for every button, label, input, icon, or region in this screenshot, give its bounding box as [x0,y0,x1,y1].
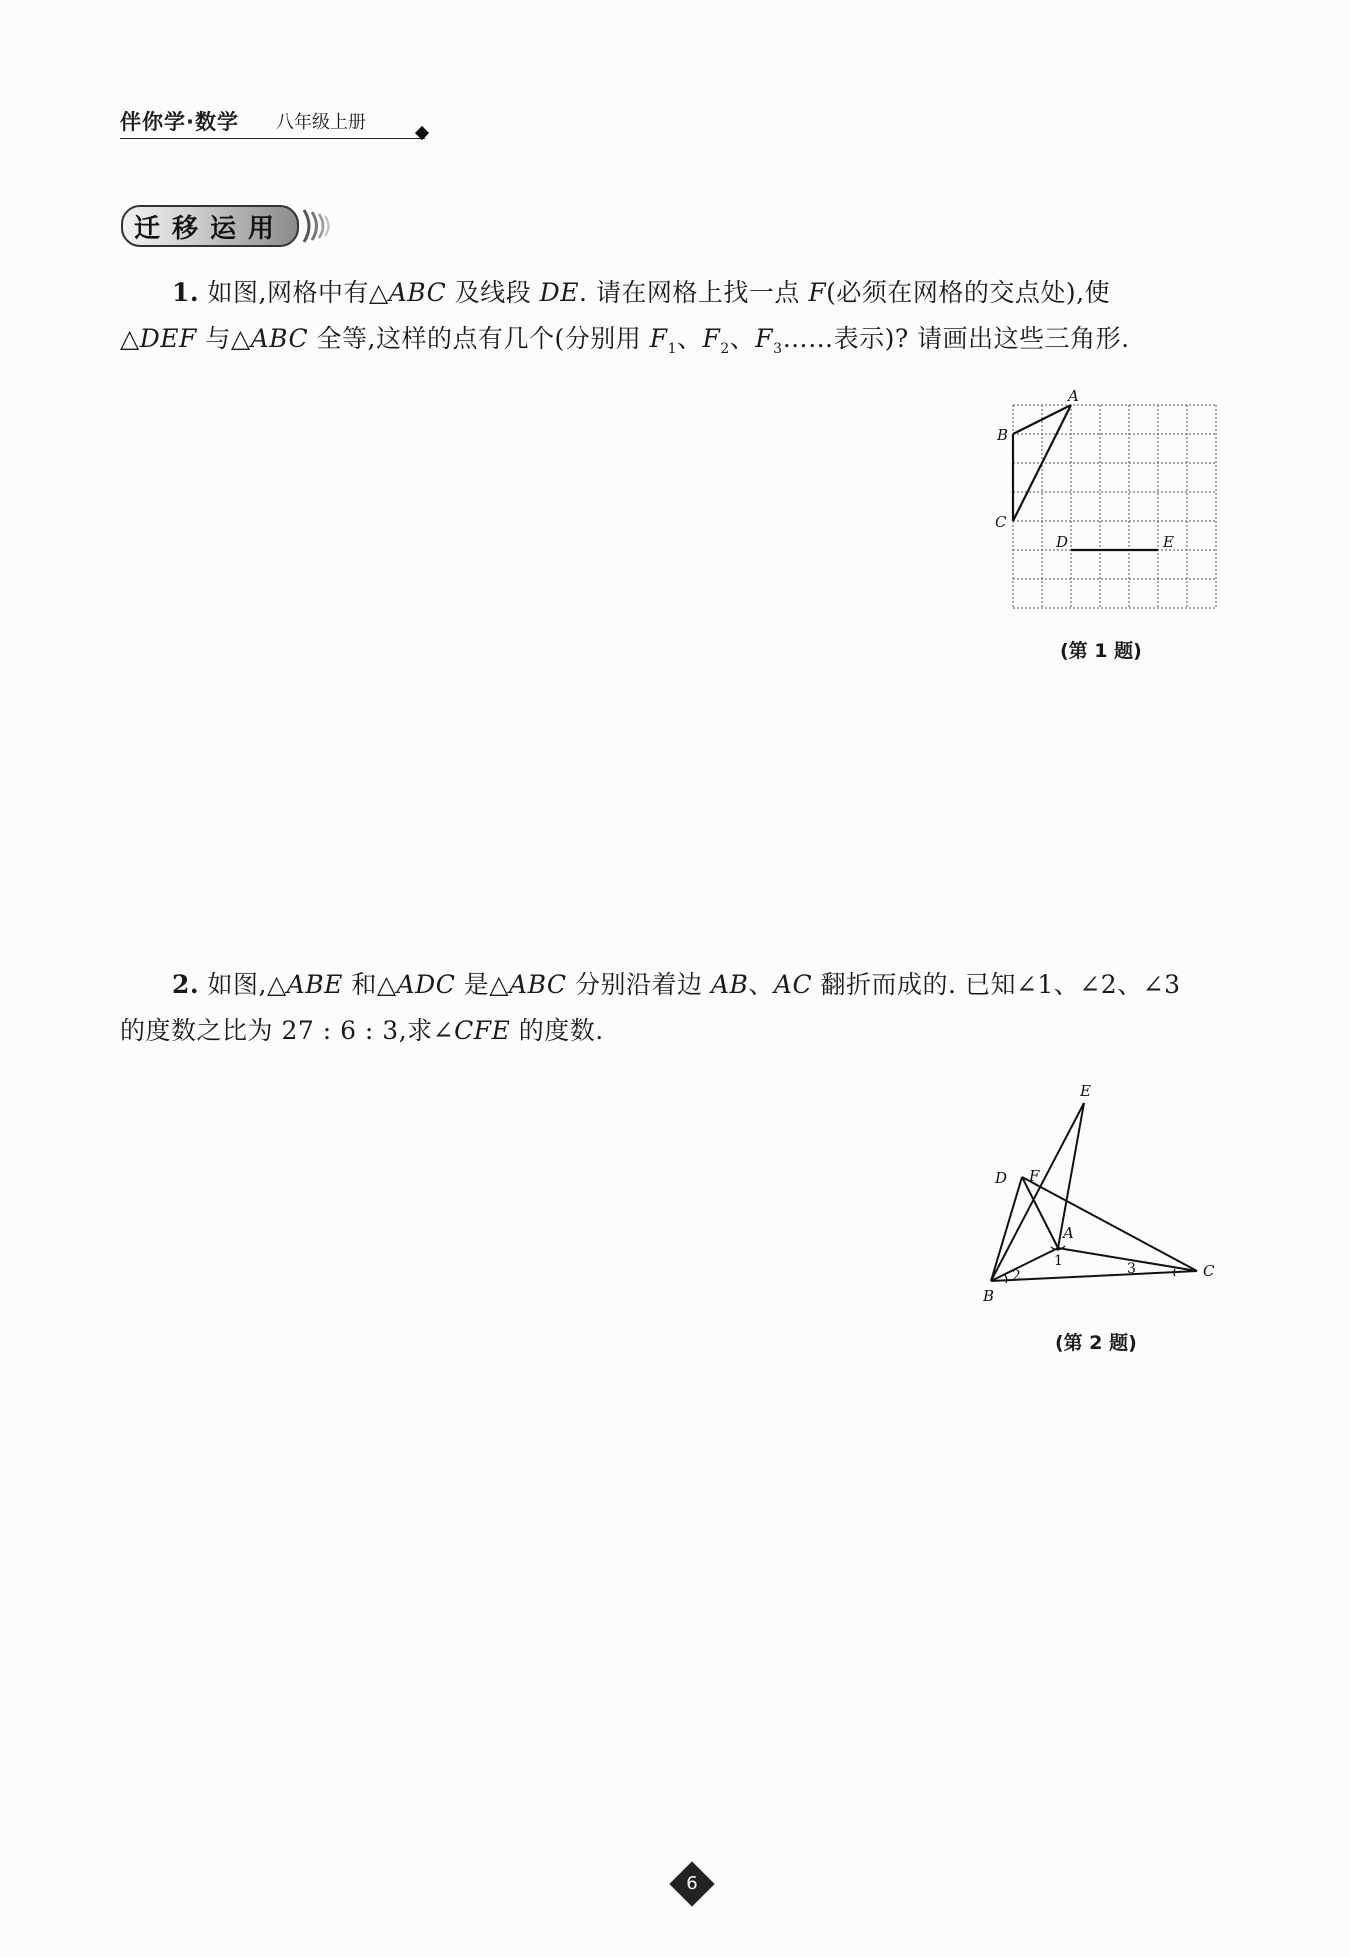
math-def: DEF [139,324,197,353]
angle-2-arc [1005,1275,1007,1283]
angle-3-label: 3 [1127,1261,1136,1277]
problem-2-text [120,962,1240,1054]
problem-2-line-1 [120,962,1240,1008]
section-banner [120,204,334,248]
math-adc: ADC [396,970,456,999]
math-f: F [808,278,827,307]
text-span: (必须在网格的交点处),使 [826,278,1111,307]
label-e: E [1080,1082,1091,1100]
text-span: 与△ [196,324,251,353]
problem-1-text [120,270,1240,372]
label-b: B [983,1287,995,1305]
math-f1: F [649,324,668,353]
subscript: 3 [773,341,783,357]
problem-1-line-2 [120,316,1240,372]
text-span: 的度数之比为 27 : 6 : 3,求∠ [120,1016,455,1045]
text-span: △ [120,324,140,353]
math-ac: AC [773,970,813,999]
text-span: 全等,这样的点有几个(分别用 [308,324,650,353]
text-span: 分别沿着边 [566,970,711,999]
text-span: 如图,网格中有△ [199,278,389,307]
math-cfe: CFE [454,1016,511,1045]
math-ab: AB [710,970,749,999]
running-header [120,104,425,139]
math-f2: F [702,324,721,353]
text-span: 的度数. [510,1016,604,1045]
label-f: F [1029,1167,1040,1185]
math-f3: F [755,324,774,353]
problem-1-line-1 [120,270,1240,316]
text-span: 、 [676,324,703,353]
label-a: A [1068,387,1079,405]
text-span: 和△ [342,970,397,999]
label-e: E [1163,533,1174,551]
figure-1-caption: (第 1 题) [1060,640,1142,662]
math-de: DE [539,278,579,307]
figure-2-caption: (第 2 题) [1055,1332,1137,1354]
section-title: 迁移运用 [134,214,287,244]
label-b: B [997,426,1009,444]
math-abe: ABE [286,970,343,999]
figure-2-triangles [975,1075,1235,1315]
grade-label: 八年级上册 [276,112,366,133]
subscript: 1 [667,341,677,357]
problem-2-line-2 [120,1008,1240,1054]
problem-2-number: 2. [172,970,200,999]
text-span: 、 [748,970,774,999]
grid-lines [1013,405,1216,609]
page-number: 6 [686,1873,698,1894]
text-span: 、 [729,324,756,353]
text-span: ……表示)? 请画出这些三角形. [782,324,1130,353]
text-span: 翻折而成的. 已知∠1、∠2、∠3 [812,970,1181,999]
figure-2-lines [991,1103,1197,1281]
problem-1-number: 1. [172,278,200,307]
math-abc: ABC [388,278,447,307]
angle-1-label: 1 [1054,1253,1063,1269]
label-d: D [1056,533,1069,551]
label-c: C [995,513,1007,531]
text-span: 如图,△ [199,970,287,999]
book-title: 伴你学·数学 [120,110,239,134]
angle-2-label: 2 [1012,1268,1021,1284]
figure-1-grid [990,385,1230,615]
text-span: 是△ [455,970,510,999]
label-d: D [995,1169,1008,1187]
label-a: A [1063,1224,1074,1242]
text-span: . 请在网格上找一点 [578,278,809,307]
label-c: C [1203,1262,1215,1280]
subscript: 2 [720,341,730,357]
text-span: 及线段 [446,278,540,307]
math-abc: ABC [250,324,309,353]
math-abc: ABC [509,970,567,999]
